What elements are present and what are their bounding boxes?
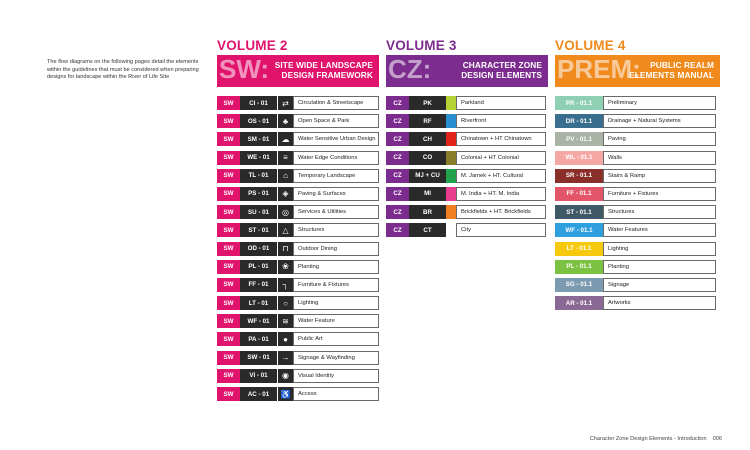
list-item[interactable] (217, 314, 379, 328)
water-edge-icon: ≡ (277, 151, 293, 165)
row-prefix: SW (217, 151, 240, 165)
row-code: PS - 01 (240, 187, 277, 201)
row-label: Walls (603, 151, 716, 165)
rain-cloud-icon: ☁ (277, 132, 293, 146)
row-prefix: SW (217, 278, 240, 292)
row-prefix: SW (217, 187, 240, 201)
footer-text: Character Zone Design Elements - Introduction (589, 436, 707, 442)
row-prefix: CZ (386, 187, 409, 201)
volume-4-banner (555, 55, 720, 87)
list-item[interactable] (217, 223, 379, 237)
row-code: CT (409, 223, 446, 237)
volume-2-banner-line-2: DESIGN FRAMEWORK (281, 70, 373, 80)
row-label: Colonial + HT Colonial (456, 151, 546, 165)
row-prefix: CZ (386, 151, 409, 165)
row-label: Furniture + Fixtures (603, 187, 716, 201)
color-swatch (446, 151, 456, 165)
volume-2-list (217, 96, 379, 401)
row-code: PR - 01.1 (555, 96, 603, 110)
row-prefix: SW (217, 369, 240, 383)
color-swatch (446, 205, 456, 219)
row-code: CO (409, 151, 446, 165)
row-label: Signage (603, 278, 716, 292)
row-code: AC - 01 (240, 387, 277, 401)
row-label: Open Space & Park (293, 114, 379, 128)
row-label: Lighting (603, 242, 716, 256)
row-code: DR - 01.1 (555, 114, 603, 128)
row-label: Planting (603, 260, 716, 274)
volume-2-banner-title (275, 60, 373, 80)
list-item[interactable] (555, 260, 720, 274)
row-label: Water Sensitive Urban Design (293, 132, 379, 146)
list-item[interactable] (555, 169, 720, 183)
list-item[interactable] (386, 223, 548, 237)
row-label: Structures (603, 205, 716, 219)
row-code: WF - 01 (240, 314, 277, 328)
volume-3-column (386, 38, 548, 242)
list-item[interactable] (217, 369, 379, 383)
public-art-icon: ● (277, 332, 293, 346)
row-code: SW - 01 (240, 351, 277, 365)
row-prefix: SW (217, 296, 240, 310)
row-label: Stairs & Ramp (603, 169, 716, 183)
row-label: Riverfront (456, 114, 546, 128)
volume-3-banner (386, 55, 548, 87)
volume-4-code: PREM: (557, 54, 641, 84)
list-item[interactable] (555, 223, 720, 237)
row-prefix: SW (217, 387, 240, 401)
list-item[interactable] (386, 187, 548, 201)
row-label: M. Jamek + HT. Cultural (456, 169, 546, 183)
row-code: FF - 01.1 (555, 187, 603, 201)
row-code: VI - 01 (240, 369, 277, 383)
water-feature-icon: ≋ (277, 314, 293, 328)
temporary-icon: ⌂ (277, 169, 293, 183)
row-label: Services & Utilities (293, 205, 379, 219)
row-label: Water Edge Conditions (293, 151, 379, 165)
list-item[interactable] (386, 114, 548, 128)
row-label: Outdoor Dining (293, 242, 379, 256)
list-item[interactable] (217, 351, 379, 365)
row-label: Visual Identity (293, 369, 379, 383)
list-item[interactable] (386, 96, 548, 110)
list-item[interactable] (555, 205, 720, 219)
row-code: SM - 01 (240, 132, 277, 146)
row-code: SU - 01 (240, 205, 277, 219)
row-code: MI (409, 187, 446, 201)
row-prefix: SW (217, 205, 240, 219)
row-code: SG - 01.1 (555, 278, 603, 292)
row-code: RF (409, 114, 446, 128)
volume-4-column (555, 38, 720, 314)
list-item[interactable] (217, 132, 379, 146)
volume-2-banner (217, 55, 379, 87)
accessibility-icon: ♿ (277, 387, 293, 401)
row-label: Parkland (456, 96, 546, 110)
color-swatch (446, 96, 456, 110)
row-code: PA - 01 (240, 332, 277, 346)
row-code: LT - 01.1 (555, 242, 603, 256)
row-code: CI - 01 (240, 96, 277, 110)
volume-4-list (555, 96, 720, 310)
row-prefix: SW (217, 351, 240, 365)
color-swatch (446, 114, 456, 128)
dining-icon: ⊓ (277, 242, 293, 256)
volume-2-code: SW: (219, 54, 270, 84)
row-code: OS - 01 (240, 114, 277, 128)
list-item[interactable] (555, 187, 720, 201)
services-icon: ◎ (277, 205, 293, 219)
tree-icon: ♣ (277, 114, 293, 128)
row-label: Brickfields + HT. Brickfields (456, 205, 546, 219)
row-prefix: SW (217, 314, 240, 328)
row-label: Artworks (603, 296, 716, 310)
row-label: Water Feature (293, 314, 379, 328)
volume-4-banner-line-1: PUBLIC REALM (650, 60, 714, 70)
row-code: CH (409, 132, 446, 146)
volume-3-banner-title (461, 60, 542, 80)
row-code: PL - 01.1 (555, 260, 603, 274)
row-code: SR - 01.1 (555, 169, 603, 183)
row-prefix: CZ (386, 96, 409, 110)
row-code: PL - 01 (240, 260, 277, 274)
row-prefix: SW (217, 132, 240, 146)
volume-3-list (386, 96, 548, 237)
row-label: City (456, 223, 546, 237)
circulation-icon: ⇄ (277, 96, 293, 110)
row-label: Paving & Surfaces (293, 187, 379, 201)
row-code: ST - 01 (240, 223, 277, 237)
row-code: WE - 01 (240, 151, 277, 165)
row-label: Temporary Landscape (293, 169, 379, 183)
row-prefix: SW (217, 114, 240, 128)
row-prefix: SW (217, 96, 240, 110)
row-code: WL - 01.1 (555, 151, 603, 165)
row-prefix: CZ (386, 205, 409, 219)
row-label: Drainage + Natural Systems (603, 114, 716, 128)
volume-4-banner-line-2: ELEMENTS MANUAL (629, 70, 714, 80)
row-code: PK (409, 96, 446, 110)
row-code: PV - 01.1 (555, 132, 603, 146)
list-item[interactable] (217, 205, 379, 219)
row-code: LT - 01 (240, 296, 277, 310)
arrow-icon: → (277, 351, 293, 365)
light-bulb-icon: ○ (277, 296, 293, 310)
row-label: Structures (293, 223, 379, 237)
volume-3-title: VOLUME 3 (386, 38, 457, 53)
row-label: Access (293, 387, 379, 401)
list-item[interactable] (555, 151, 720, 165)
paving-icon: ◈ (277, 187, 293, 201)
row-label: Furniture & Fixtures (293, 278, 379, 292)
page-footer (590, 436, 722, 442)
row-prefix: CZ (386, 114, 409, 128)
list-item[interactable] (217, 296, 379, 310)
list-item[interactable] (217, 114, 379, 128)
page-number: 006 (712, 436, 722, 442)
list-item[interactable] (555, 296, 720, 310)
plant-icon: ❀ (277, 260, 293, 274)
volume-2-title: VOLUME 2 (217, 38, 288, 53)
row-code: WF - 01.1 (555, 223, 603, 237)
list-item[interactable] (217, 187, 379, 201)
list-item[interactable] (386, 132, 548, 146)
row-code: BR (409, 205, 446, 219)
row-prefix: SW (217, 332, 240, 346)
volume-3-code: CZ: (388, 54, 432, 84)
intro-text: The flow diagrams on the following pages detail the elements within the guidelines that must be considered when preparing designs for landscape within the River of Life Site (47, 59, 199, 81)
list-item[interactable] (386, 169, 548, 183)
list-item[interactable] (217, 260, 379, 274)
eye-icon: ◉ (277, 369, 293, 383)
row-prefix: SW (217, 223, 240, 237)
row-prefix: CZ (386, 223, 409, 237)
row-label: Preliminary (603, 96, 716, 110)
row-label: M. India + HT. M. India (456, 187, 546, 201)
volume-2-banner-line-1: SITE WIDE LANDSCAPE (274, 60, 373, 70)
row-label: Water Features (603, 223, 716, 237)
list-item[interactable] (555, 96, 720, 110)
list-item[interactable] (217, 151, 379, 165)
color-swatch (446, 187, 456, 201)
list-item[interactable] (555, 242, 720, 256)
color-swatch (446, 132, 456, 146)
row-label: Lighting (293, 296, 379, 310)
row-label: Signage & Wayfinding (293, 351, 379, 365)
color-swatch (446, 169, 456, 183)
row-label: Chinatown + HT Chinatown (456, 132, 546, 146)
list-item[interactable] (217, 332, 379, 346)
row-code: TL - 01 (240, 169, 277, 183)
list-item[interactable] (386, 205, 548, 219)
row-label: Planting (293, 260, 379, 274)
row-code: OD - 01 (240, 242, 277, 256)
list-item[interactable] (555, 114, 720, 128)
row-label: Public Art (293, 332, 379, 346)
row-prefix: CZ (386, 132, 409, 146)
color-swatch (446, 223, 456, 237)
row-code: AR - 01.1 (555, 296, 603, 310)
volume-4-title: VOLUME 4 (555, 38, 626, 53)
volume-3-banner-line-2: DESIGN ELEMENTS (461, 70, 542, 80)
structure-icon: △ (277, 223, 293, 237)
volume-3-banner-line-1: CHARACTER ZONE (462, 60, 542, 70)
row-code: FF - 01 (240, 278, 277, 292)
row-prefix: CZ (386, 169, 409, 183)
row-prefix: SW (217, 242, 240, 256)
list-item[interactable] (217, 242, 379, 256)
volume-2-column (217, 38, 379, 405)
row-prefix: SW (217, 169, 240, 183)
row-code: ST - 01.1 (555, 205, 603, 219)
list-item[interactable] (217, 169, 379, 183)
row-label: Circulation & Streetscape (293, 96, 379, 110)
volume-4-banner-title (629, 60, 714, 80)
list-item[interactable] (555, 278, 720, 292)
list-item[interactable] (217, 96, 379, 110)
list-item[interactable] (217, 278, 379, 292)
list-item[interactable] (386, 151, 548, 165)
row-code: MJ + CU (409, 169, 446, 183)
row-label: Paving (603, 132, 716, 146)
chair-icon: ┐ (277, 278, 293, 292)
list-item[interactable] (217, 387, 379, 401)
row-prefix: SW (217, 260, 240, 274)
list-item[interactable] (555, 132, 720, 146)
